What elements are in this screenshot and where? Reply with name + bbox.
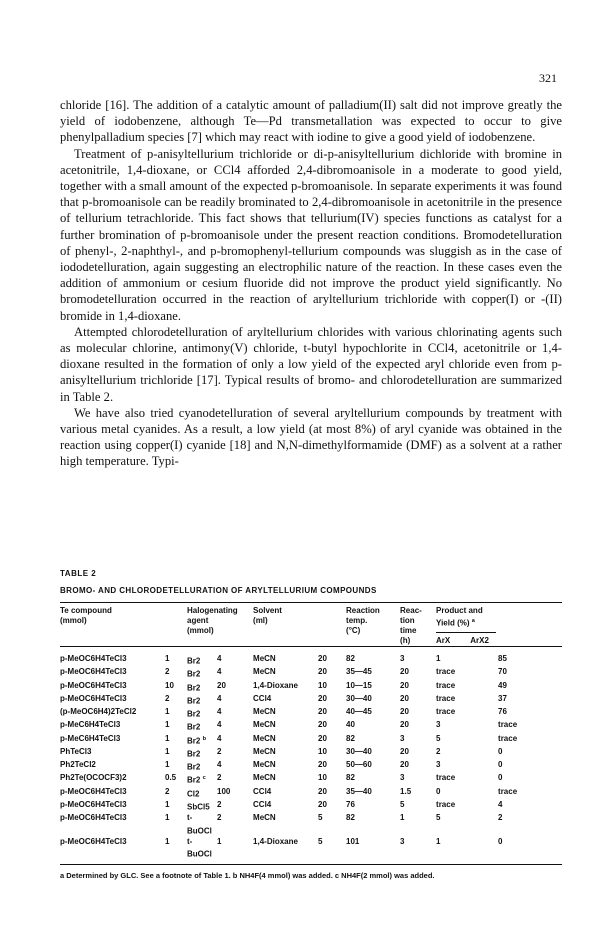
cell-arx: trace: [436, 773, 456, 783]
cell-temp: 30—40: [346, 746, 372, 756]
table-title: BROMO- AND CHLORODETELLURATION OF ARYLTELLURIUM COMPOUNDS: [60, 586, 377, 595]
cell-solvent-ml: 20: [318, 707, 327, 716]
cell-solvent: CCl4: [253, 786, 272, 796]
cell-temp: 101: [346, 836, 360, 846]
cell-arx2: 2: [498, 813, 503, 822]
cell-arx: 5: [436, 733, 441, 743]
cell-time: 3: [400, 836, 405, 846]
table-bottom-rule: [60, 864, 562, 865]
cell-solvent-ml: 20: [318, 799, 327, 809]
cell-agent-mmol: 4: [217, 733, 222, 743]
cell-arx2: trace: [498, 786, 518, 796]
header-arx2: ArX2: [470, 635, 489, 645]
paragraph: chloride [16]. The addition of a catalytic amount of palladium(II) salt did not improve greatly the yield of iodobenzene, although Te—Pd transmetallation was expected to occur to give phenylpalladium species [7] which may react with iodine to give a good yield of iodobenzene.: [60, 98, 562, 145]
cell-temp: 10—15: [346, 680, 372, 690]
cell-agent-mmol: 4: [217, 667, 222, 677]
cell-arx2: 76: [498, 707, 507, 716]
cell-solvent-ml: 20: [318, 720, 327, 730]
cell-solvent: MeCN: [253, 720, 276, 730]
table-caption: TABLE 2: [60, 569, 97, 578]
table-row: [60, 694, 562, 707]
table-row: [60, 734, 562, 747]
table-footnote: a Determined by GLC. See a footnote of Table 1. b NH4F(4 mmol) was added. c NH4F(2 mmol) was added.: [60, 870, 435, 880]
cell-solvent: MeCN: [253, 760, 276, 769]
cell-agent-mmol: 1: [217, 836, 222, 846]
cell-solvent-ml: 5: [318, 836, 323, 846]
cell-solvent: 1,4-Dioxane: [253, 836, 298, 846]
cell-solvent-ml: 5: [318, 813, 323, 822]
cell-compound-mmol: 1: [165, 733, 170, 743]
cell-arx2: 85: [498, 654, 507, 663]
cell-agent: Br2: [187, 722, 201, 732]
cell-compound-mmol: 1: [165, 760, 170, 769]
cell-agent: SbCl5: [187, 802, 210, 812]
cell-agent-mmol: 20: [217, 680, 226, 690]
table-row: [60, 747, 562, 760]
cell-solvent-ml: 20: [318, 786, 327, 796]
cell-agent: Br2: [187, 762, 201, 772]
cell-temp: 82: [346, 654, 355, 663]
cell-compound-mmol: 1: [165, 836, 170, 846]
cell-temp: 40: [346, 720, 355, 730]
cell-agent: Br2: [187, 709, 201, 719]
cell-solvent-ml: 20: [318, 760, 327, 769]
cell-arx: 3: [436, 760, 441, 769]
cell-arx2: 70: [498, 667, 507, 677]
cell-agent: Cl2: [187, 789, 200, 799]
cell-time: 5: [400, 799, 405, 809]
cell-compound-mmol: 2: [165, 667, 170, 677]
cell-agent-mmol: 100: [217, 786, 231, 796]
cell-solvent-ml: 20: [318, 667, 327, 677]
cell-compound-mmol: 1: [165, 720, 170, 730]
cell-temp: 50—60: [346, 760, 372, 769]
cell-time: 20: [400, 746, 409, 756]
cell-compound-mmol: 10: [165, 680, 174, 690]
cell-agent: Br2: [187, 656, 201, 666]
cell-compound: p-MeOC6H4TeCl3: [60, 693, 127, 703]
cell-temp: 30—40: [346, 693, 372, 703]
cell-time: 1: [400, 813, 405, 822]
table-row: [60, 837, 562, 864]
cell-time: 3: [400, 654, 405, 663]
cell-compound: p-MeOC6H4TeCl3: [60, 680, 127, 690]
cell-agent: Br2: [187, 749, 201, 759]
cell-compound: p-MeOC6H4TeCl3: [60, 786, 127, 796]
cell-agent-mmol: 2: [217, 799, 222, 809]
cell-compound-mmol: 1: [165, 707, 170, 716]
cell-agent-mmol: 2: [217, 773, 222, 783]
cell-compound-mmol: 2: [165, 786, 170, 796]
cell-agent-mmol: 4: [217, 654, 222, 663]
table-2: [60, 568, 562, 881]
cell-temp: 35—45: [346, 667, 372, 677]
cell-time: 20: [400, 680, 409, 690]
cell-compound: Ph2Te(OCOCF3)2: [60, 773, 127, 783]
cell-solvent-ml: 20: [318, 654, 327, 663]
cell-agent-mmol: 2: [217, 813, 222, 822]
cell-solvent: MeCN: [253, 773, 276, 783]
cell-agent: Br2 $^b$: [187, 735, 207, 746]
paragraph: Attempted chlorodetelluration of aryltellurium chlorides with various chlorinating agents such as molecular chlorine, antimony(V) chloride, t-butyl hypochlorite in CCl4, acetonitrile or 1,4-dioxane resulted in the formation of only a low yield of the expected aryl chloride even from p-anisyltellurium trichloride [17]. Typical results of bromo- and chlorodetelluration are summarized in Table 2.: [60, 324, 562, 404]
cell-temp: 82: [346, 773, 355, 783]
cell-arx2: 0: [498, 836, 503, 846]
cell-compound: PhTeCl3: [60, 746, 92, 756]
cell-compound-mmol: 1: [165, 799, 170, 809]
table-row: [60, 773, 562, 786]
cell-solvent-ml: 10: [318, 773, 327, 783]
cell-arx2: 0: [498, 760, 503, 769]
cell-temp: 40—45: [346, 707, 372, 716]
data-table: [60, 603, 562, 864]
cell-solvent: MeCN: [253, 667, 276, 677]
cell-agent-mmol: 2: [217, 746, 222, 756]
table-header-row: [60, 603, 562, 646]
table-row: [60, 647, 562, 667]
cell-time: 3: [400, 733, 405, 743]
table-row: [60, 787, 562, 800]
cell-compound: p-MeOC6H4TeCl3: [60, 799, 127, 809]
table-row: [60, 760, 562, 773]
header-compound: Te compound (mmol): [60, 606, 112, 625]
cell-time: 3: [400, 773, 405, 783]
cell-arx: 3: [436, 720, 441, 730]
cell-compound: p-MeOC6H4TeCl3: [60, 667, 127, 677]
cell-agent: t-BuOCl: [187, 813, 212, 836]
cell-agent-mmol: 4: [217, 720, 222, 730]
cell-compound: (p-MeOC6H4)2TeCl2: [60, 707, 137, 716]
cell-compound: Ph2TeCl2: [60, 760, 96, 769]
header-agent: Halogenating agent (mmol): [187, 606, 238, 635]
header-time: Reac- tion time (h): [400, 606, 422, 645]
cell-compound-mmol: 0.5: [165, 773, 177, 783]
page-number: 321: [539, 71, 557, 85]
paragraph: We have also tried cyanodetelluration of several aryltellurium compounds by treatment with various metal cyanides. As a result, a low yield (at most 8%) of aryl cyanide was obtained in the reaction using copper(I) cyanide [18] and N,N-dimethylformamide (DMF) as a solvent at a rather high temperature. Typi-: [60, 405, 562, 469]
header-product: Product and Yield (%) $^a$ ArX ArX2: [436, 603, 562, 646]
cell-arx: trace: [436, 667, 456, 677]
cell-agent: Br2 $^c$: [187, 775, 206, 785]
cell-agent-mmol: 4: [217, 693, 222, 703]
cell-arx: trace: [436, 680, 456, 690]
cell-time: 20: [400, 693, 409, 703]
cell-time: 20: [400, 667, 409, 677]
cell-agent-mmol: 4: [217, 707, 222, 716]
cell-arx: trace: [436, 799, 456, 809]
cell-solvent: MeCN: [253, 746, 276, 756]
cell-compound: p-MeOC6H4TeCl3: [60, 654, 127, 663]
paragraph: Treatment of p-anisyltellurium trichloride or di-p-anisyltellurium dichloride with bromine in acetonitrile, 1,4-dioxane, or CCl4 afforded 2,4-dibromoanisole in a moderate to good yield, together with a small amount of the expected p-bromoanisole. In separate experiments it was found that p-bromoanisole can be readily brominated to 2,4-dibromoanisole in acetonitrile in the presence of tellurium tetrachloride. This fact shows that tellurium(IV) species functions as catalyst for a further bromination of p-bromoanisole under the present reaction conditions. Bromodetelluration of phenyl-, 2-naphthyl-, and p-bromophenyl-tellurium compounds was sluggish as in the case of iododetelluration, again suggesting an electrophilic nature of the reaction. In these cases even the addition of ammonium or cesium fluoride did not improve the product yield significantly. No bromodetelluration occurred in the reaction of aryltellurium trichloride with copper(I) or -(II) bromide in 1,4-dioxane.: [60, 146, 562, 323]
cell-arx: 1: [436, 836, 441, 846]
cell-arx: 2: [436, 746, 441, 756]
table-row: [60, 720, 562, 733]
cell-solvent: MeCN: [253, 707, 276, 716]
cell-arx: trace: [436, 707, 456, 716]
cell-temp: 35—40: [346, 786, 372, 796]
cell-compound: p-MeC6H4TeCl3: [60, 733, 121, 743]
cell-time: 20: [400, 760, 409, 769]
cell-arx2: 0: [498, 746, 503, 756]
cell-arx2: 49: [498, 680, 507, 690]
table-row: [60, 813, 562, 837]
cell-arx: trace: [436, 693, 456, 703]
cell-compound: p-MeOC6H4TeCl3: [60, 836, 127, 846]
cell-compound-mmol: 1: [165, 746, 170, 756]
table-row: [60, 707, 562, 720]
cell-time: 20: [400, 720, 409, 730]
cell-temp: 82: [346, 813, 355, 822]
cell-compound-mmol: 1: [165, 813, 170, 822]
cell-compound-mmol: 1: [165, 654, 170, 663]
cell-solvent: MeCN: [253, 733, 276, 743]
cell-arx: 1: [436, 654, 441, 663]
cell-solvent: MeCN: [253, 813, 276, 822]
cell-time: 1.5: [400, 786, 412, 796]
cell-solvent: MeCN: [253, 654, 276, 663]
cell-arx2: 37: [498, 693, 507, 703]
table-row: [60, 681, 562, 694]
cell-compound: p-MeOC6H4TeCl3: [60, 813, 127, 822]
header-solvent: Solvent (ml): [253, 606, 282, 625]
table-row: [60, 667, 562, 680]
cell-arx2: 4: [498, 799, 503, 809]
cell-agent-mmol: 4: [217, 760, 222, 769]
cell-solvent-ml: 10: [318, 746, 327, 756]
cell-compound: p-MeC6H4TeCl3: [60, 720, 121, 730]
cell-solvent: 1,4-Dioxane: [253, 680, 298, 690]
cell-solvent: CCl4: [253, 799, 272, 809]
header-temp: Reaction temp. (°C): [346, 606, 380, 635]
cell-agent: t-BuOCl: [187, 836, 212, 860]
body-text: [60, 97, 562, 470]
cell-agent: Br2: [187, 683, 201, 693]
cell-compound-mmol: 2: [165, 693, 170, 703]
cell-arx2: trace: [498, 733, 518, 743]
cell-agent: Br2: [187, 696, 201, 706]
cell-temp: 76: [346, 799, 355, 809]
cell-solvent-ml: 10: [318, 680, 327, 690]
cell-solvent: CCl4: [253, 693, 272, 703]
cell-arx2: 0: [498, 773, 503, 783]
cell-agent: Br2: [187, 669, 201, 679]
cell-solvent-ml: 20: [318, 693, 327, 703]
cell-time: 20: [400, 707, 409, 716]
cell-temp: 82: [346, 733, 355, 743]
header-arx: ArX: [436, 635, 451, 645]
cell-arx2: trace: [498, 720, 518, 730]
table-row: [60, 800, 562, 813]
cell-solvent-ml: 20: [318, 733, 327, 743]
cell-arx: 5: [436, 813, 441, 822]
cell-arx: 0: [436, 786, 441, 796]
